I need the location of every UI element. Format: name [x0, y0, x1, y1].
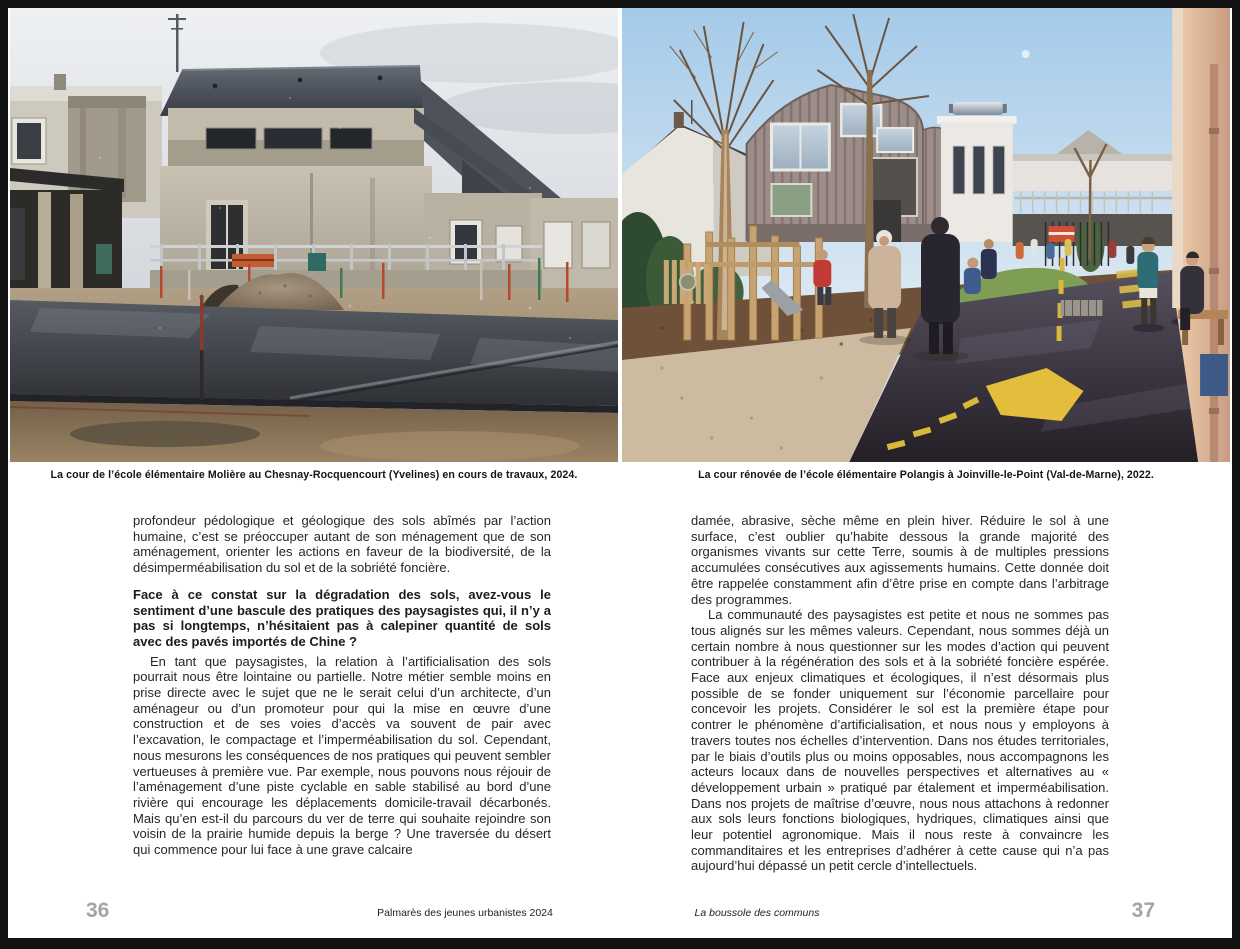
- page-number-left: 36: [86, 899, 110, 922]
- paragraph-continuation: profondeur pédologique et géologique des sols abîmés par l’action humaine, c’est se préoccuper autant de son ménagement que de son aménagement, orienter les actions en faveur de la biodiversité, de la désimperméabilisation du sol et de la sobriété foncière.: [133, 513, 551, 576]
- article-left-column: [133, 513, 551, 858]
- construction-scene-illustration: [10, 8, 618, 462]
- paragraph-continuation: damée, abrasive, sèche même en plein hiver. Réduire le sol à une surface, c’est oublier qu’habite dessous la grande majorité des organismes vivants sur cette Terre, soumis à de multiples pressions accumulées consécutives aux agissements humains. Cette donnée doit être rappelée constamment afin d’être prise en compte dans l’arbitrage des programmes.: [691, 513, 1109, 607]
- running-title-right: La boussole des communs: [694, 907, 820, 919]
- photo-row: [10, 8, 1230, 462]
- caption-row: [10, 469, 1230, 481]
- caption-left-photo: La cour de l’école élémentaire Molière au Chesnay-Rocquencourt (Yvelines) en cours de travaux, 2024.: [50, 469, 578, 481]
- page-number-right: 37: [1131, 899, 1155, 922]
- running-title-left: Palmarès des jeunes urbanistes 2024: [377, 907, 553, 919]
- photo-left-construction: [10, 8, 618, 462]
- paragraph-answer: En tant que paysagistes, la relation à l’artificialisation des sols pourrait nous être lointaine ou partielle. Notre métier semble moins en prise directe avec le sujet que ne le serait celui d’un architecte, d’un aménageur ou d’un promoteur pour qui la mise en œuvre d’une construction et de ses voies d’accès va souvent de pair avec l’excavation, le compactage et l’imperméabilisation du sol. Cependant, nous mesurons les conséquences de nos pratiques qui peuvent sembler vertueuses à première vue. Par exemple, nous pouvons nous réjouir de l’aménagement d’une piste cyclable en sable stabilisé au bord d’une rivière qui encourage les déplacements domicile-travail décarbonés. Mais qu’en est-il du parcours du ver de terre qui souhaite rejoindre son voisin de la prairie humide depuis la berge ? Une traversée du désert qui commence pour lui face à une grave calcaire: [133, 653, 551, 858]
- paragraph-community: La communauté des paysagistes est petite et nous ne sommes pas tous alignés sur les mêmes valeurs. Cependant, nous sommes déjà un certain nombre à nous questionner sur les modes d’action qui peuvent contribuer à la régénération des sols et à la sobriété foncière espérée. Face aux enjeux climatiques et écologiques, il n’est désormais plus possible de se fonder uniquement sur l’économie parcellaire pour concevoir les projets. Considérer le sol est la première étape pour contrer le phénomène d’artificialisation, et nous nous y employons à travers toutes nos échelles d’intervention. Dans nos études territoriales, par le biais d’outils plus ou moins opposables, nous accompagnons les acteurs locaux dans de nouvelles perspectives et alternatives au « développement urbain » pratiqué par étalement et imperméabilisation. Dans nos projets de maîtrise d’œuvre, nous nous attachons à redonner aux sols leurs fonctions biologiques, hydriques, climatiques ainsi que leur potentiel agronomique. Mais il nous reste à convaincre les commanditaires et les entreprises d’adhérer à cette cause qui n’a pas aujourd’hui dépassé un petit cercle d’intellectuels.: [691, 607, 1109, 874]
- caption-right-photo: La cour rénovée de l’école élémentaire Polangis à Joinville-le-Point (Val-de-Marne), 2022.: [698, 469, 1154, 481]
- interview-question: Face à ce constat sur la dégradation des sols, avez-vous le sentiment d’une bascule des pratiques des paysagistes qui, il n’y a pas si longtemps, n’hésitaient pas à calepiner quantité de sols avec des pavés importés de Chine ?: [133, 586, 551, 649]
- article-right-column: [691, 513, 1109, 874]
- page-surface: [8, 8, 1232, 938]
- photo-right-renovated: [622, 8, 1230, 462]
- schoolyard-scene-illustration: [622, 8, 1230, 462]
